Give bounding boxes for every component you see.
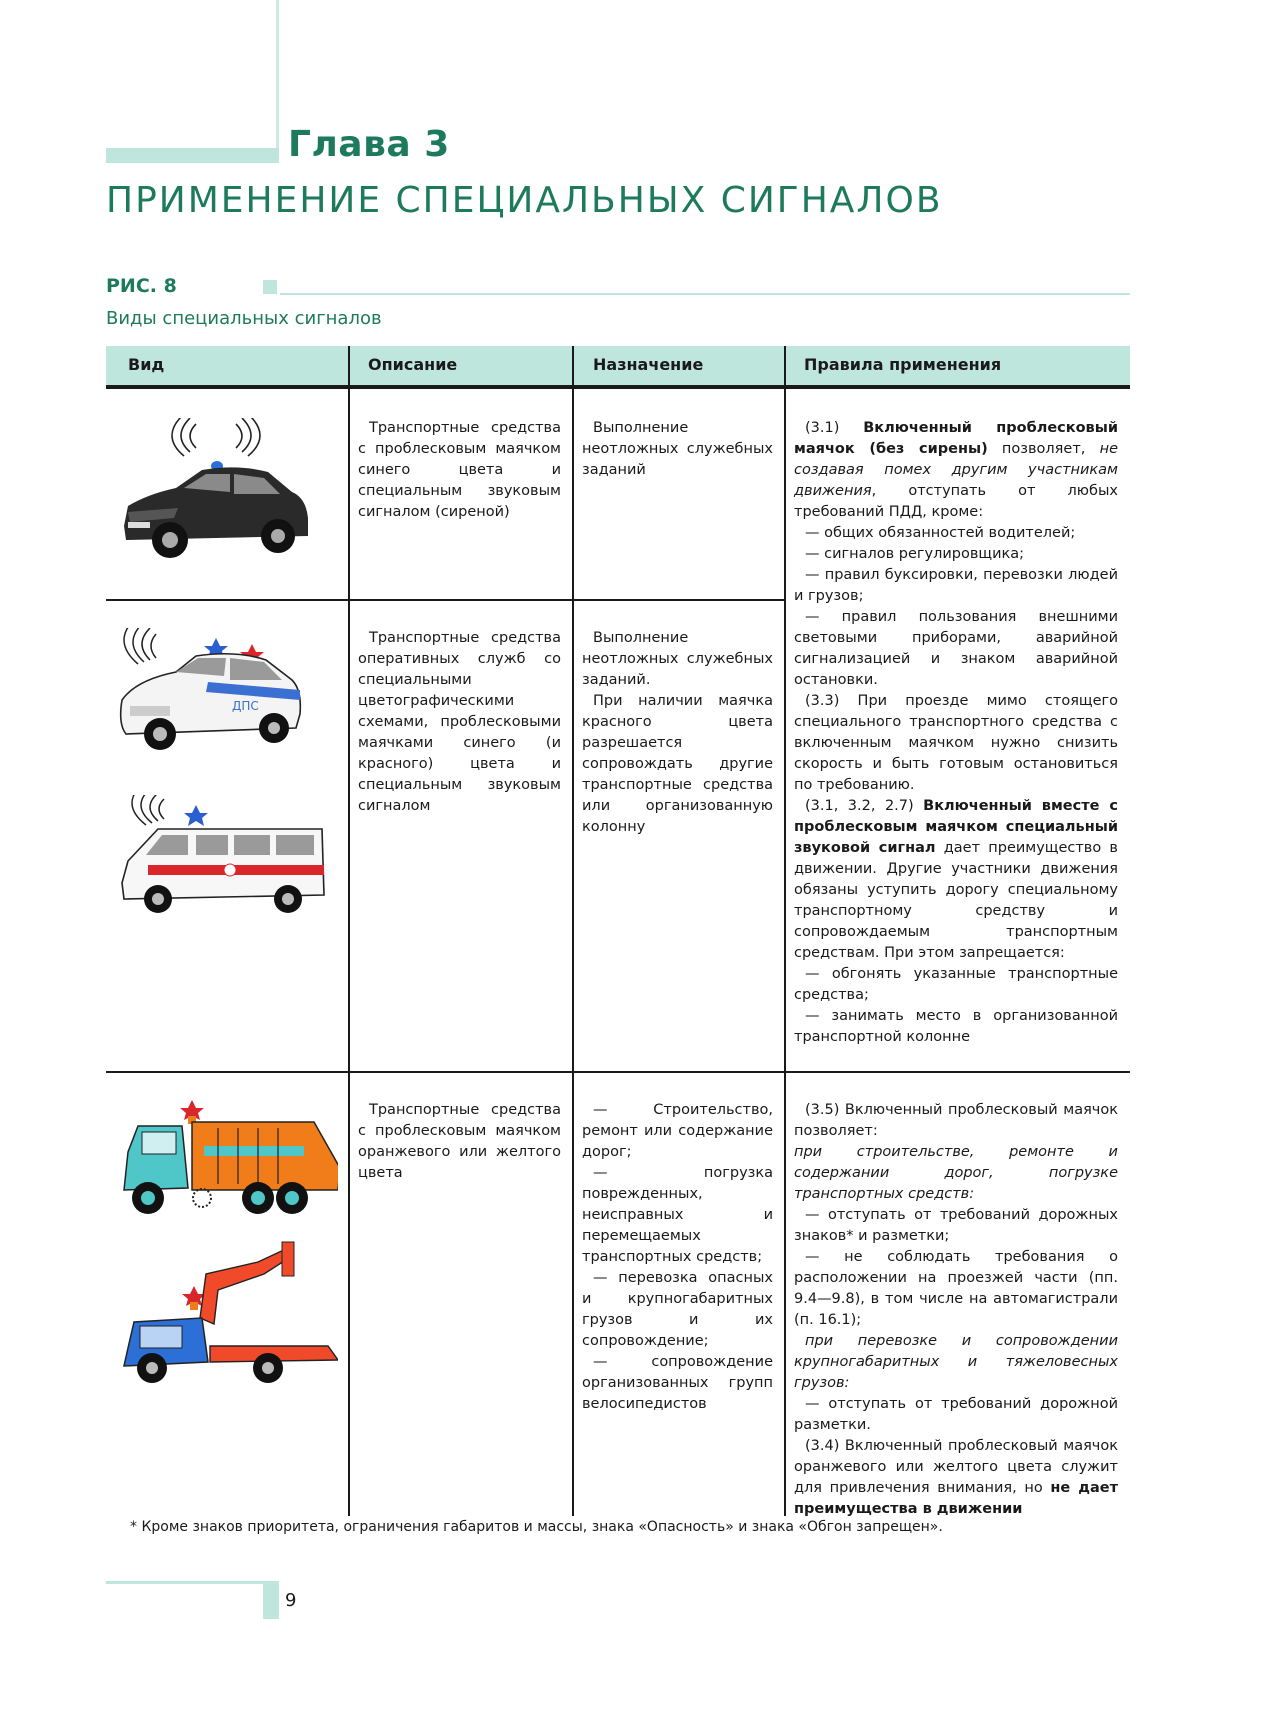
row1-purpose: Выполнение неотложных служебных заданий — [582, 420, 773, 478]
footer-accent-bar — [106, 1581, 263, 1584]
figure-caption: Виды специальных сигналов — [106, 308, 382, 329]
row1-description: Транспортные средства с проблесковым маячком синего цвета и специальным звуковым сигналом (сиреной) — [358, 420, 561, 520]
garbage-truck-orange-beacon-icon — [118, 1098, 338, 1218]
header-purpose: Назначение — [593, 355, 704, 374]
header-description: Описание — [368, 355, 458, 374]
footnote: * Кроме знаков приоритета, ограничения габаритов и массы, знака «Опасность» и знака «Обгон запрещен». — [130, 1519, 943, 1535]
row3-purpose: — Строительство, ремонт или содержание дорог; — погрузка поврежденных, неисправных и перемещаемых транспортных средств; — перевозка опасных и крупногабаритных грузов и их сопровождение; — сопровождение организованных групп велосипедистов — [582, 1102, 773, 1412]
top-divider-line — [276, 0, 279, 150]
row2-description: Транспортные средства оперативных служб со специальными цветографическими схемами, проблесковыми маячками синего (и красного) цвета и специальным звуковым сигналом — [358, 630, 561, 814]
figure-label: РИС. 8 — [106, 275, 177, 297]
police-marking-text: ДПС — [232, 699, 259, 713]
row3-description: Транспортные средства с проблесковым маячком оранжевого или желтого цвета — [358, 1102, 561, 1181]
col-divider-2 — [572, 346, 574, 1516]
row2-purpose: Выполнение неотложных служебных заданий. При наличии маячка красного цвета разрешается сопровождать другие транспортные средства или организованную колонну — [582, 630, 773, 835]
page-number: 9 — [285, 1590, 297, 1611]
chapter-subtitle: ПРИМЕНЕНИЕ СПЕЦИАЛЬНЫХ СИГНАЛОВ — [106, 180, 943, 221]
page-number-accent — [263, 1581, 279, 1619]
figure-accent-square — [263, 280, 277, 294]
chapter-title: Глава 3 — [288, 124, 450, 165]
rules-orange-beacon: (3.5) Включенный проблесковый маячок позволяет: при строительстве, ремонте и содержании дорог, погрузке транспортных средств: — отступать от требований дорожных знаков* и разметки; — не соблюдать требования о расположении на проезжей части (пп. 9.4—9.8), в том числе на автомагистрали (п. 16.1); при перевозке и сопровождении крупногабаритных и тяжеловесных грузов: — отступать от требований дорожной разметки. (3.4) Включенный проблесковый маячок оранжевого или желтого цвета служит для привлечения внимания, но не дает преимущества в движении — [794, 1102, 1118, 1517]
sedan-blue-beacon-icon — [118, 418, 314, 568]
col-divider-3 — [784, 346, 786, 1516]
header-type: Вид — [128, 355, 165, 374]
title-accent-bar — [106, 148, 279, 163]
row2-divider — [106, 1071, 1130, 1073]
ambulance-icon — [118, 795, 328, 920]
rules-blue-beacon: (3.1) Включенный проблесковый маячок (без сирены) позволяет, не создавая помех другим участникам движения, отступать от любых требований ПДД, кроме: — общих обязанностей водителей; — сигналов регулировщика; — правил буксировки, перевозки людей и грузов; — правил пользования внешними световыми приборами, аварийной сигнализацией и знаком аварийной остановки. (3.3) При проезде мимо стоящего специального транспортного средства с включенным маячком нужно снизить скорость и быть готовым остановиться по требованию. (3.1, 3.2, 2.7) Включенный вместе с проблесковым маячком специальный звуковой сигнал дает преимущество в движении. Другие участники движения обязаны уступить дорогу специальному транспортному средству и сопровождаемым транспортным средствам. При этом запрещается: — обгонять указанные транспортные средства; — занимать место в организованной транспортной колонне — [794, 420, 1118, 1045]
col-divider-1 — [348, 346, 350, 1516]
table-header-rule — [106, 385, 1130, 389]
row1-divider — [106, 599, 786, 601]
police-car-icon — [116, 628, 306, 758]
tow-truck-orange-beacon-icon — [118, 1238, 338, 1388]
figure-rule — [280, 293, 1130, 295]
header-rules: Правила применения — [804, 355, 1002, 374]
